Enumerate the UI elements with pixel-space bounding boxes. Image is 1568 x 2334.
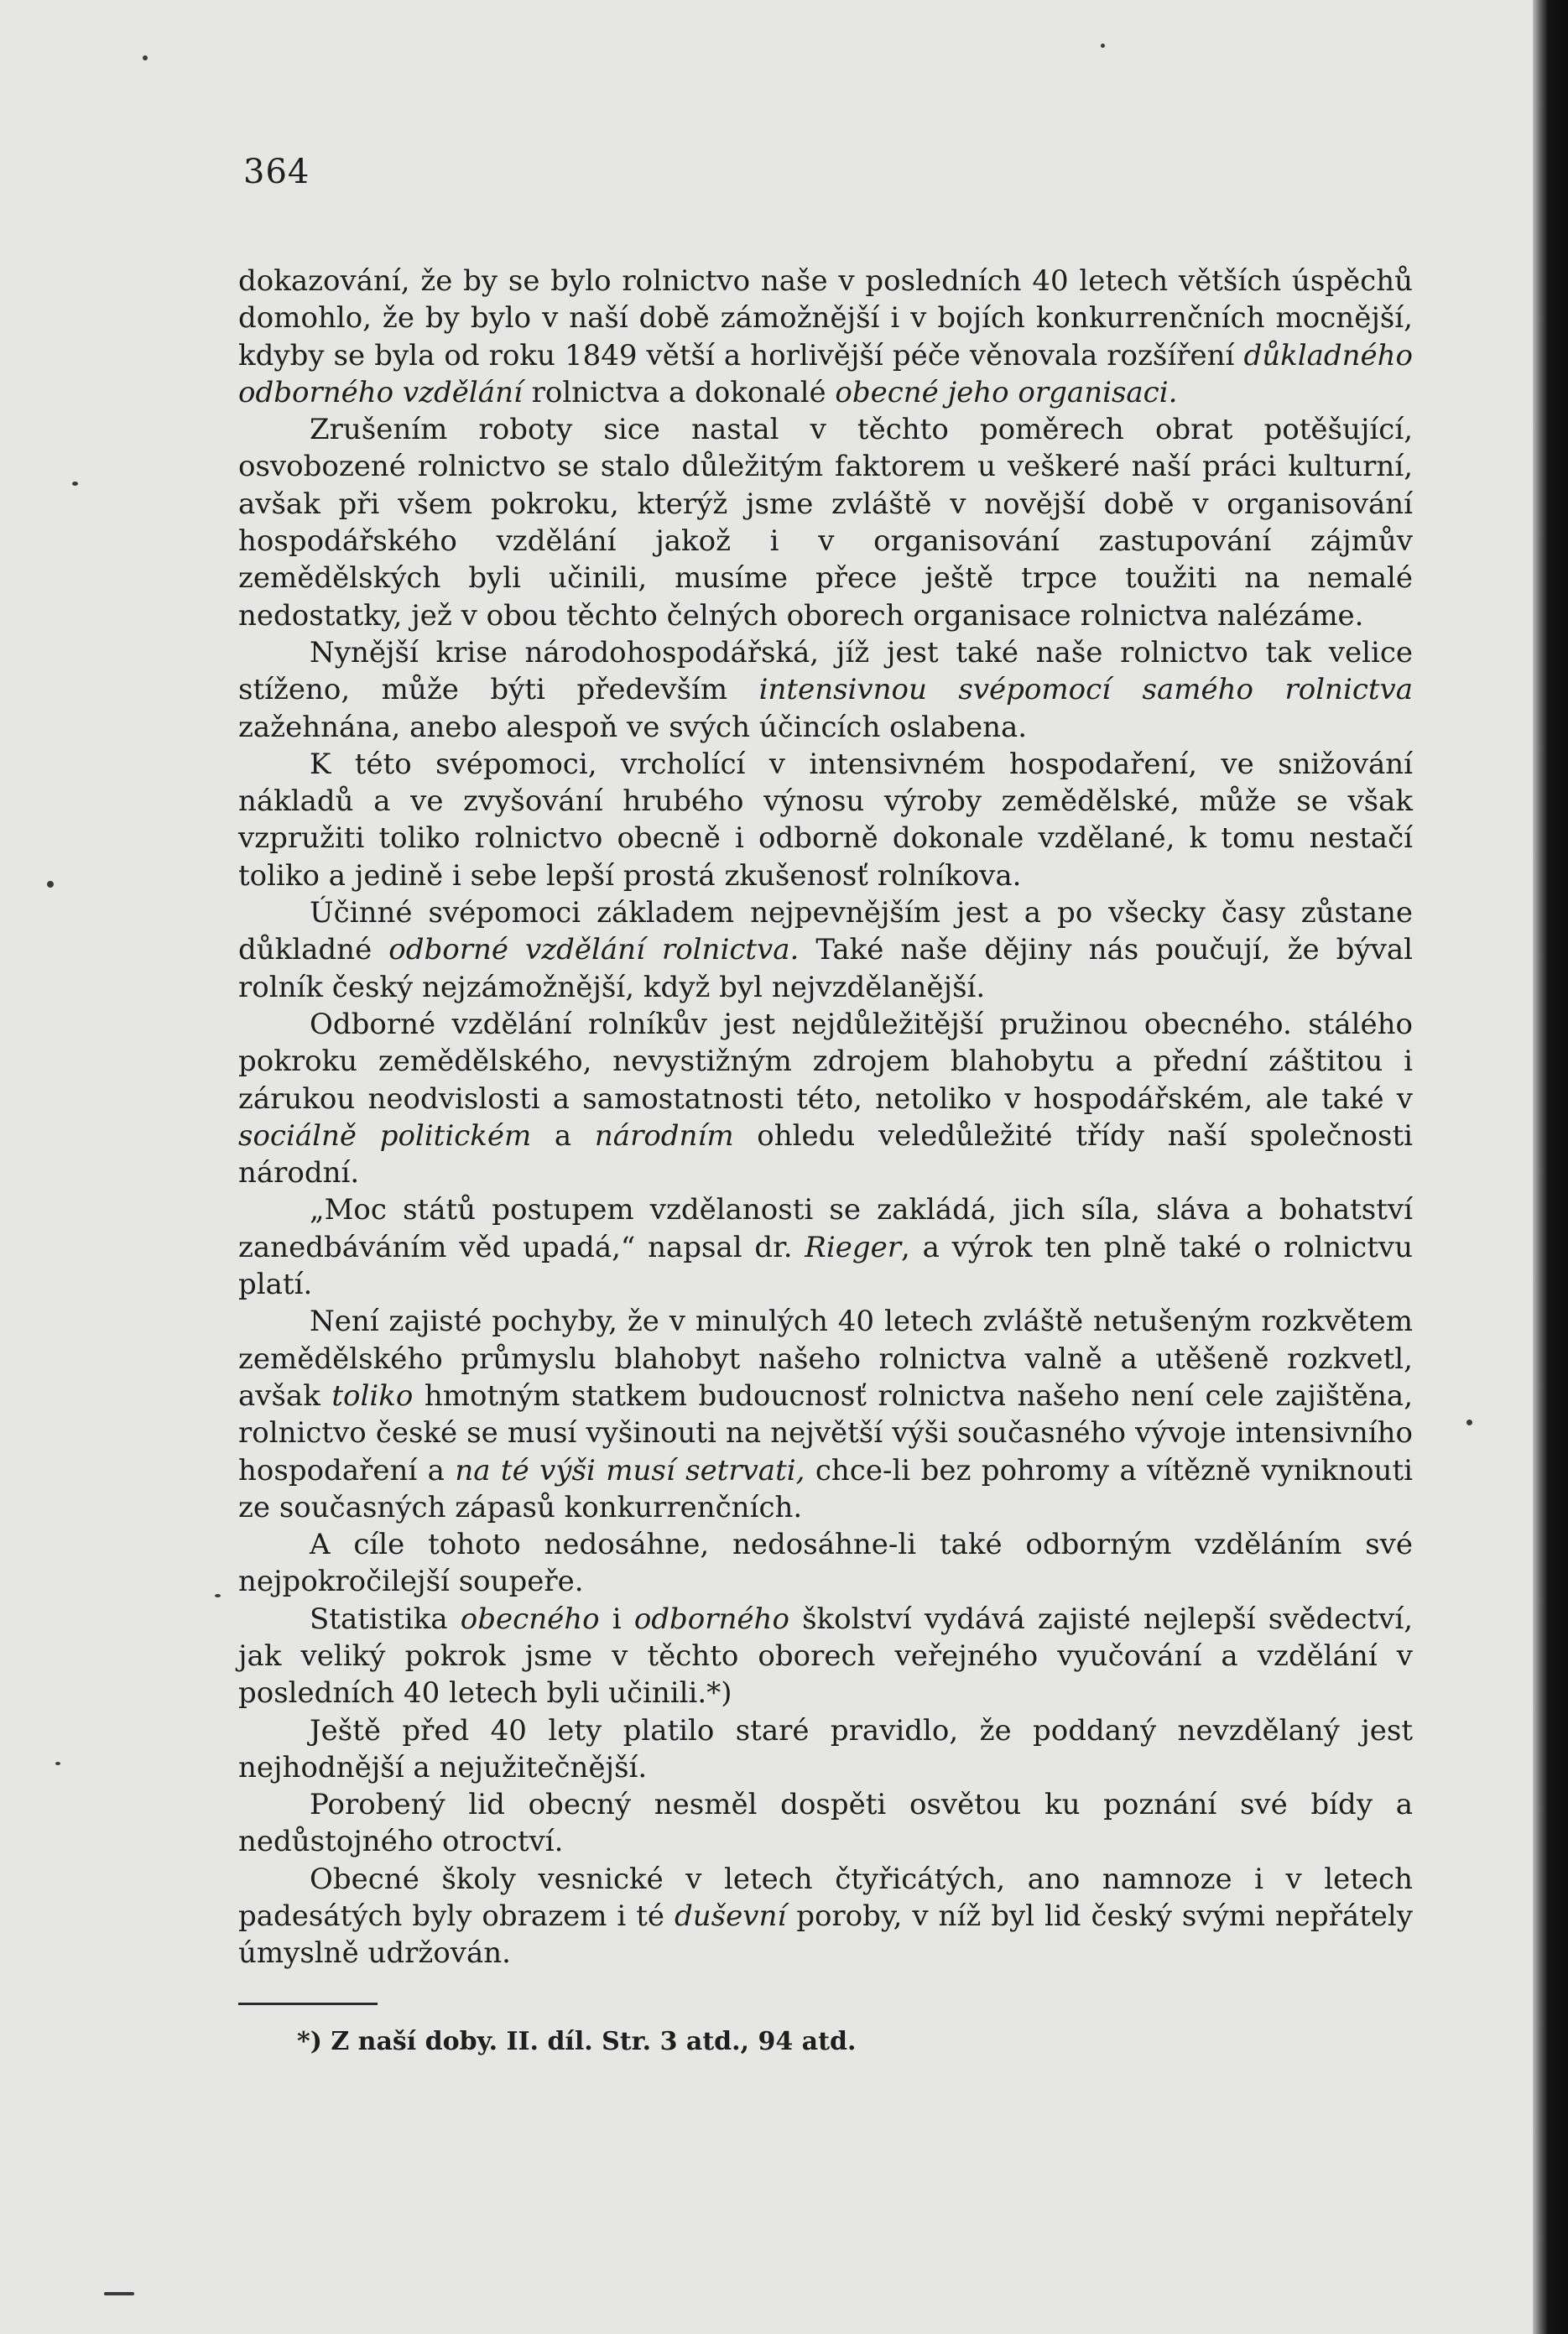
paragraph: [238, 1191, 1413, 1303]
text-run: Zrušením roboty sice nastal v těchto poměrech obrat potěšující, osvobozené rolnictvo se stalo důležitým faktorem u veškeré naší práci kulturní, avšak při všem pokroku, kterýž jsme zvláště v novější době v organisování hospodářského vzdělání jakož i v organisování zastupování zájmův zemědělských byli učinili, musíme přece ještě trpce toužiti na nemalé nedostatky, jež v obou těchto čelných oborech organisace rolnictva nalézáme.: [238, 413, 1413, 633]
text-run: a: [531, 1118, 595, 1153]
text-run: Statistika: [310, 1602, 461, 1636]
text-run: Nynější krise národohospodářská, jíž jest také naše rolnictvo tak velice stíženo, může býti především: [238, 635, 1413, 707]
text-run: „Moc států postupem vzdělanosti se zakládá, jich síla, sláva a bohatství zanedbáváním věd upadá,“ napsal dr.: [238, 1193, 1413, 1264]
paragraph: [238, 263, 1413, 411]
paragraph: [238, 1526, 1413, 1601]
scan-speck: [143, 55, 148, 60]
text-run: dokazování, že by se bylo rolnictvo naše v posledních 40 letech větších úspěchů domohlo, že by bylo v naší době zámožnější i v bojích konkurrenčních mocnější, kdyby se byla od roku 1849 větší a horlivější péče věnovala rozšíření: [238, 264, 1413, 373]
emphasized-text: národním: [594, 1118, 734, 1153]
emphasized-text: na té výši musí setrvati,: [455, 1453, 805, 1487]
text-run: chce-li bez pohromy a vítězně vyniknouti ze současných zápasů konkurrenčních.: [238, 1453, 1413, 1524]
paragraph: [238, 894, 1413, 1006]
emphasized-text: důkladného odborného vzdělání: [238, 338, 1413, 409]
text-run: Porobený lid obecný nesměl dospěti osvětou ku poznání své bídy a nedůstojného otroctví.: [238, 1788, 1413, 1859]
footnote-rule: [238, 2003, 378, 2005]
text-run: i: [599, 1602, 634, 1636]
emphasized-text: odborného: [633, 1602, 789, 1636]
emphasized-text: intensivnou svépomocí samého rolnictva: [758, 673, 1413, 707]
page-content: [238, 151, 1413, 2059]
emphasized-text: toliko: [331, 1378, 414, 1413]
scan-speck: [72, 482, 78, 486]
text-run: ohledu veledůležité třídy naší společnosti národní.: [238, 1118, 1413, 1190]
paragraph: [238, 1712, 1413, 1787]
text-run: , a výrok ten plně také o rolnictvu platí.: [238, 1230, 1413, 1302]
scan-speck: [215, 1594, 221, 1597]
paragraph: [238, 634, 1413, 746]
scan-speck: [1466, 1420, 1472, 1425]
text-run: A cíle tohoto nedosáhne, nedosáhne-li také odborným vzděláním své nejpokročilejší soupeře.: [238, 1528, 1413, 1599]
emphasized-text: obecné jeho organisaci.: [835, 375, 1178, 409]
paragraph: [238, 1303, 1413, 1526]
scan-speck: [104, 2292, 134, 2295]
text-run: zažehnána, anebo alespoň ve svých účincích oslabena.: [238, 710, 1028, 744]
text-run: Odborné vzdělání rolníkův jest nejdůležitější pružinou obecného. stálého pokroku zemědělského, nevystižným zdrojem blahobytu a přední záštitou i zárukou neodvislosti a samostatnosti této, netoliko v hospodářském, ale také v: [238, 1007, 1413, 1116]
page-number: 364: [243, 153, 310, 191]
footnote: *) Z naší doby. II. díl. Str. 3 atd., 94 atd.: [297, 2026, 857, 2056]
scan-speck: [55, 1762, 60, 1765]
emphasized-text: sociálně politickém: [238, 1118, 532, 1153]
emphasized-text: odborné vzdělání rolnictva.: [388, 933, 800, 967]
text-run: Účinné svépomoci základem nejpevnějším jest a po všecky časy zůstane důkladné: [238, 896, 1413, 967]
paragraph: [238, 1861, 1413, 1972]
scan-speck: [47, 881, 54, 888]
paragraph: [238, 1786, 1413, 1861]
text-run: Obecné školy vesnické v letech čtyřicátých, ano namnoze i v letech padesátých byly obrazem i té: [238, 1862, 1413, 1934]
text-run: Ještě před 40 lety platilo staré pravidlo, že poddaný nevzdělaný jest nejhodnější a nejužitečnější.: [238, 1713, 1413, 1784]
text-run: Také naše dějiny nás poučují, že býval rolník český nejzámožnější, když byl nejvzdělanější.: [238, 933, 1414, 1004]
emphasized-text: obecného: [460, 1602, 600, 1636]
text-run: poroby, v níž byl lid český svými nepřátely úmyslně udržován.: [238, 1899, 1413, 1971]
scan-speck: [1101, 44, 1105, 48]
paragraph: [238, 746, 1413, 894]
paragraph: [238, 411, 1413, 634]
emphasized-text: Rieger: [805, 1230, 902, 1264]
text-run: rolnictva a dokonalé: [522, 375, 836, 409]
paragraph: [238, 1006, 1413, 1191]
text-run: Není zajisté pochyby, že v minulých 40 letech zvláště netušeným rozkvětem zemědělského průmyslu blahobyt našeho rolnictva valně a utěšeně rozkvetl, avšak: [238, 1305, 1413, 1413]
text-run: K této svépomoci, vrcholící v intensivném hospodaření, ve snižování nákladů a ve zvyšování hrubého výnosu výroby zemědělské, může se však vzpružiti toliko rolnictvo obecně i odborně dokonale vzdělané, k tomu nestačí toliko a jedině i sebe lepší prostá zkušenosť rolníkova.: [238, 747, 1413, 893]
text-run: školství vydává zajisté nejlepší svědectví, jak veliký pokrok jsme v těchto oborech veřejného vyučování a vzdělání v posledních 40 letech byli učinili.*): [238, 1602, 1413, 1711]
book-binding-edge: [1533, 0, 1568, 2334]
text-run: hmotným statkem budoucnosť rolnictva našeho není cele zajištěna, rolnictvo české se musí vyšinouti na největší výši současného vývoje intensivního hospodaření a: [238, 1378, 1413, 1487]
emphasized-text: duševní: [675, 1899, 787, 1934]
paragraph: [238, 1601, 1413, 1712]
body-text: [238, 263, 1413, 1972]
